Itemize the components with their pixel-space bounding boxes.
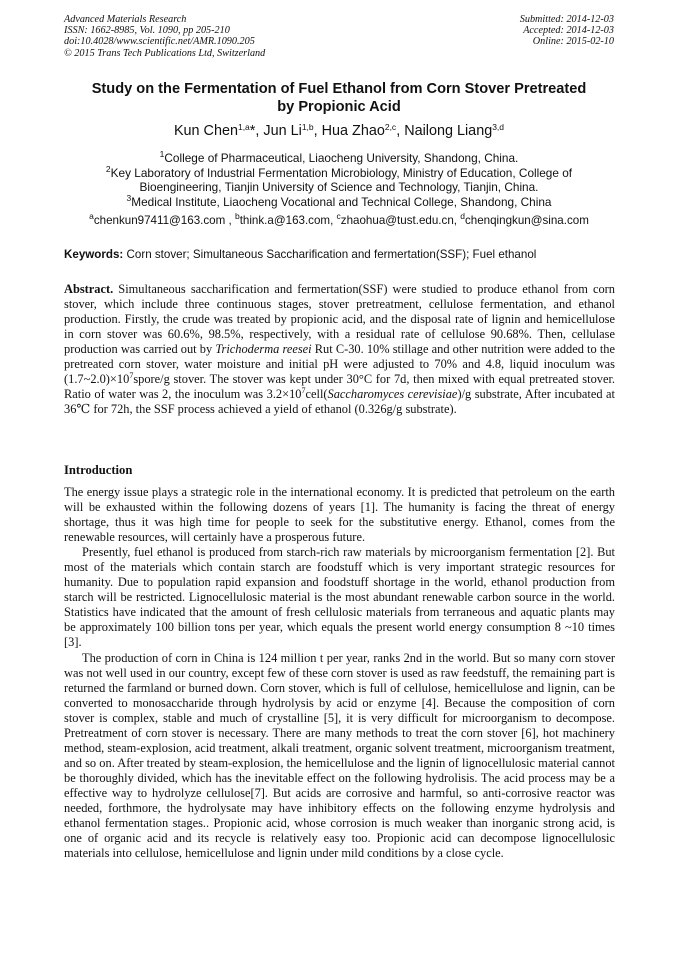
author-affil-sup: 3,d xyxy=(492,122,505,132)
issn-line: ISSN: 1662-8985, Vol. 1090, pp 205-210 xyxy=(64,25,230,37)
author-emails: $^a$chenkun97411@163.com , $^b$think.a@163.com, $^c$zhaohua@tust.edu.cn, $^d$chenqingkun@sina.com xyxy=(89,211,589,227)
introduction-heading: Introduction xyxy=(64,463,133,477)
email-link[interactable]: chenkun97411@163.com xyxy=(93,214,226,227)
title-line-2: by Propionic Acid xyxy=(277,99,401,115)
email-link[interactable]: zhaohua@tust.edu.cn xyxy=(340,214,454,227)
author-name: Nailong Liang xyxy=(404,123,493,139)
author-affil-sup: 1,a xyxy=(237,122,250,132)
paragraph: The production of corn in China is 124 million t per year, ranks 2nd in the world. But so many corn stover was not well used in our country, except few of these corn stover is used as raw feedstuff, the remaining part is returned the farmland or burned down. Corn stover, which is full of cellulose, hemicellulose and lignin, can be converted to monosaccharide through hydrolysis by acid or enzyme [4]. Because the composition of corn stover is complex, stable and much of crystalline [5], it is very difficult for microorganism to decompose. Pretreatment of corn stover is necessary. There are many methods to treat the corn stover [6], hot machinery method, steam-explosion, acid treatment, alkali treatment, organic solvent treatment, microorganism treatment, and so on. After treated by steam-explosion, the hemicellulose and the lignin of lignocellulosic material cannot be thoroughly divided, which has the inevitable effect on the following hydrolisis. The acid process may be a effective way to hydrolyze cellulose[7]. But acids are corrosive and harmful, so anti-corrosive reactor was needed, forthmore, the hydrolysate may have inhibitory effects on the following enzyme hydrolysis and ethanol fermentation stages.. Propionic acid, whose corrosion is much weaker than inorganic strong acid, is one of organic acid and its recycle is relatively easy too. Propionic acid can decompose lignocellulosic materials into cellulose, hemicellulose and lignin under mild conditions by a close cycle. xyxy=(64,650,615,861)
dates-header xyxy=(520,14,614,48)
paragraph: Presently, fuel ethanol is produced from starch-rich raw materials by microorganism fermentation [2]. But most of the materials which contain starch are foodstuff which is very important strategic resources for humanity. Due to population rapid expansion and foodstuff shortage in the world, ethanol production from starch will be restricted. Lignocellulosic material is the most abundant renewable carbon source in the world. Statistics have indicated that the amount of fresh cellulosic materials from terraneous and aquatic plants may be approximately 100 billion tons per year, which equals the present world energy consumption 8 ~10 times [3]. xyxy=(64,545,615,650)
organism-name: Trichoderma reesei xyxy=(215,342,312,357)
keywords xyxy=(64,248,616,262)
copyright-line: © 2015 Trans Tech Publications Ltd, Switzerland xyxy=(64,47,266,59)
journal-header xyxy=(64,14,265,59)
online-date: Online: 2015-02-10 xyxy=(532,36,614,48)
affiliation-2-cont: Bioengineering, Tianjin University of Science and Technology, Tianjin, China. xyxy=(139,180,539,195)
email-link[interactable]: think.a@163.com xyxy=(239,214,331,227)
keywords-label: Keywords: xyxy=(64,248,124,261)
author-affil-sup: 2,c xyxy=(384,122,397,132)
affiliations xyxy=(40,151,638,209)
title-line-1: Study on the Fermentation of Fuel Ethanol from Corn Stover Pretreated xyxy=(91,81,587,97)
submitted-date: Submitted: 2014-12-03 xyxy=(519,14,614,25)
paragraph: The energy issue plays a strategic role in the international economy. It is predicted that petroleum on the earth will be exhausted within the following dozens of years [1]. The humanity is facing the threat of energy shortage, thus it was high time for people to seek for the substitutive energy. Ethanol, comes from the renewable resources, will certainly have a prosperous future. xyxy=(64,485,615,545)
introduction-body xyxy=(64,485,615,861)
corresponding-mark: * xyxy=(249,123,256,139)
affiliation-3: $^3$Medical Institute, Liaocheng Vocational and Technical College, Shandong, China xyxy=(126,192,552,209)
author-list: Kun Chen$^{1,a}$*, Jun Li$^{1,b}$, Hua Zhao$^{2,c}$, Nailong Liang$^{3,d}$ xyxy=(173,122,505,139)
author-name: Jun Li xyxy=(263,123,302,139)
organism-name: Saccharomyces cerevisiae xyxy=(327,387,458,402)
author-name: Kun Chen xyxy=(173,123,238,139)
keywords-text: Corn stover; Simultaneous Saccharification and fermertation(SSF); Fuel ethanol xyxy=(126,248,537,261)
doi-line: doi:10.4028/www.scientific.net/AMR.1090.205 xyxy=(64,36,255,48)
author-affil-sup: 1,b xyxy=(301,122,314,132)
paper-title xyxy=(54,80,624,116)
email-link[interactable]: chenqingkun@sina.com xyxy=(464,214,589,227)
abstract: Abstract. Simultaneous saccharification and fermertation(SSF) were studied to produce ethanol from corn stover, which include three continuous stages, stover pretreatment, cellulose fermentation, and ethanol production. Firstly, the crude was treated by propionic acid, and the disposal rate of lignin and hemicellulose in corn stover was 60.6%, 98.5%, respectively, with a residual rate of cellulose 90.68%. Then, cellulase production was carried out by Trichoderma reesei Rut C-30. 10% stillage and other nutrition were added to the pretreated corn stover, water moisture and initial pH were adjusted to 70% and 4.8, liquid inoculum was $(1.7\sim 2.0)\times 10^7spore/g$ stover. The stover was kept under 30°C for 7d, then mixed with equal pretreated stover. Ratio of water was 2, the inoculum was $3.2\times 10^7cell(Saccharomyces$ cerevisiae)/g substrate, After incubated at 36℃ for 72h, the SSF process achieved a yield of ethanol (0.326g/g substrate). xyxy=(64,282,616,417)
affiliation-2: $^2$Key Laboratory of Industrial Fermentation Microbiology, Ministry of Education, College of xyxy=(105,163,573,180)
affiliation-1: $^1$College of Pharmaceutical, Liaocheng University, Shandong, China. xyxy=(159,149,519,165)
accepted-date: Accepted: 2014-12-03 xyxy=(523,25,614,37)
journal-name: Advanced Materials Research xyxy=(64,14,187,25)
author-name: Hua Zhao xyxy=(321,123,385,139)
abstract-label: Abstract. xyxy=(64,282,114,296)
